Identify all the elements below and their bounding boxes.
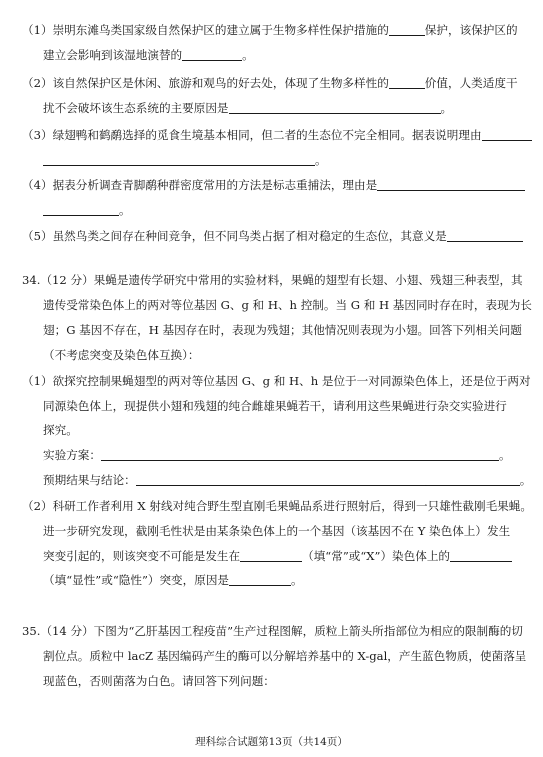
q35-line3: 现蓝色，否则菌落为白色。请回答下列问题： <box>43 674 275 688</box>
q3-line1: （3）绿翅鸭和鹤鹬选择的觅食生境基本相同，但二者的生态位不完全相同。据表说明理由 <box>22 127 532 143</box>
q3-line2: 。 <box>43 152 327 168</box>
answer-blank[interactable] <box>482 128 532 141</box>
answer-blank[interactable] <box>377 178 525 191</box>
page-footer: 理科综合试题第13页（共14页） <box>195 736 348 748</box>
q34-line2: 遗传受常染色体上的两对等位基因 G、g 和 H、h 控制。当 G 和 H 基因同时存在时，表现为长 <box>43 298 532 312</box>
q5-line1: （5）虽然鸟类之间存在种间竞争，但不同鸟类占据了相对稳定的生态位，其意义是 <box>22 228 523 244</box>
q34-1-line2: 同源染色体上，现提供小翅和残翅的纯合雌雄果蝇若干，请利用这些果蝇进行杂交实验进行 <box>43 399 507 413</box>
q4-line1: （4）据表分析调查青脚鹬种群密度常用的方法是标志重捕法，理由是 <box>22 177 525 193</box>
q1-line1: （1）崇明东滩鸟类国家级自然保护区的建立属于生物多样性保护措施的 保护，该保护区的 <box>22 23 518 37</box>
answer-blank[interactable] <box>43 153 315 166</box>
answer-blank[interactable] <box>101 448 499 461</box>
answer-blank[interactable] <box>229 573 291 586</box>
answer-blank[interactable] <box>229 101 441 114</box>
q2-line1: （2）该自然保护区是休闲、旅游和观鸟的好去处，体现了生物多样性的 价值，人类适度干 <box>22 76 518 90</box>
answer-blank[interactable] <box>240 549 302 562</box>
answer-blank[interactable] <box>450 549 512 562</box>
q35-line1: 35.（14 分）下图为“乙肝基因工程疫苗”生产过程图解，质粒上箭头所指部位为相应的限制酶的切 <box>22 624 523 638</box>
answer-blank[interactable] <box>43 203 119 216</box>
q34-2-line3: 突变引起的，则该突变不可能是发生在 （填“常”或“X”）染色体上的 <box>43 548 512 564</box>
q34-1-line5: 预期结果与结论： 。 <box>43 473 532 487</box>
answer-blank[interactable] <box>182 48 242 61</box>
q34-line3: 翅；G 基因不存在，H 基因存在时，表现为残翅；其他情况则表现为小翅。回答下列相关问题 <box>43 323 522 337</box>
q34-1-line1: （1）欲探究控制果蝇翅型的两对等位基因 G、g 和 H、h 是位于一对同源染色体上，还是位于两对 <box>22 374 531 388</box>
q2-line2: 扰不会破坏该生态系统的主要原因是 。 <box>43 101 453 115</box>
q1-line2: 建立会影响到该湿地演替的 。 <box>43 48 254 62</box>
answer-blank[interactable] <box>389 23 425 36</box>
answer-blank[interactable] <box>389 76 425 89</box>
q34-2-line2: 进一步研究发现，截刚毛性状是由某条染色体上的一个基因（该基因不在 Y 染色体上）发生 <box>43 524 511 538</box>
q34-1-line4: 实验方案： 。 <box>43 448 511 462</box>
q34-1-line3: 探究。 <box>43 423 78 437</box>
answer-blank[interactable] <box>447 229 523 242</box>
q34-2-line4: （填“显性”或“隐性”）突变，原因是 。 <box>43 573 303 587</box>
q34-2-line1: （2）科研工作者利用 X 射线对纯合野生型直刚毛果蝇品系进行照射后，得到一只雄性截刚毛果蝇。 <box>22 499 532 513</box>
q4-line2: 。 <box>43 202 131 218</box>
q35-line2: 割位点。质粒中 lacZ 基因编码产生的酶可以分解培养基中的 X-gal，产生蓝色物质，使菌落呈 <box>43 649 527 663</box>
q34-line1: 34.（12 分）果蝇是遗传学研究中常用的实验材料，果蝇的翅型有长翅、小翅、残翅三种表型，其 <box>22 273 523 287</box>
q34-line4: （不考虑突变及染色体互换）： <box>43 348 200 362</box>
answer-blank[interactable] <box>136 473 520 486</box>
